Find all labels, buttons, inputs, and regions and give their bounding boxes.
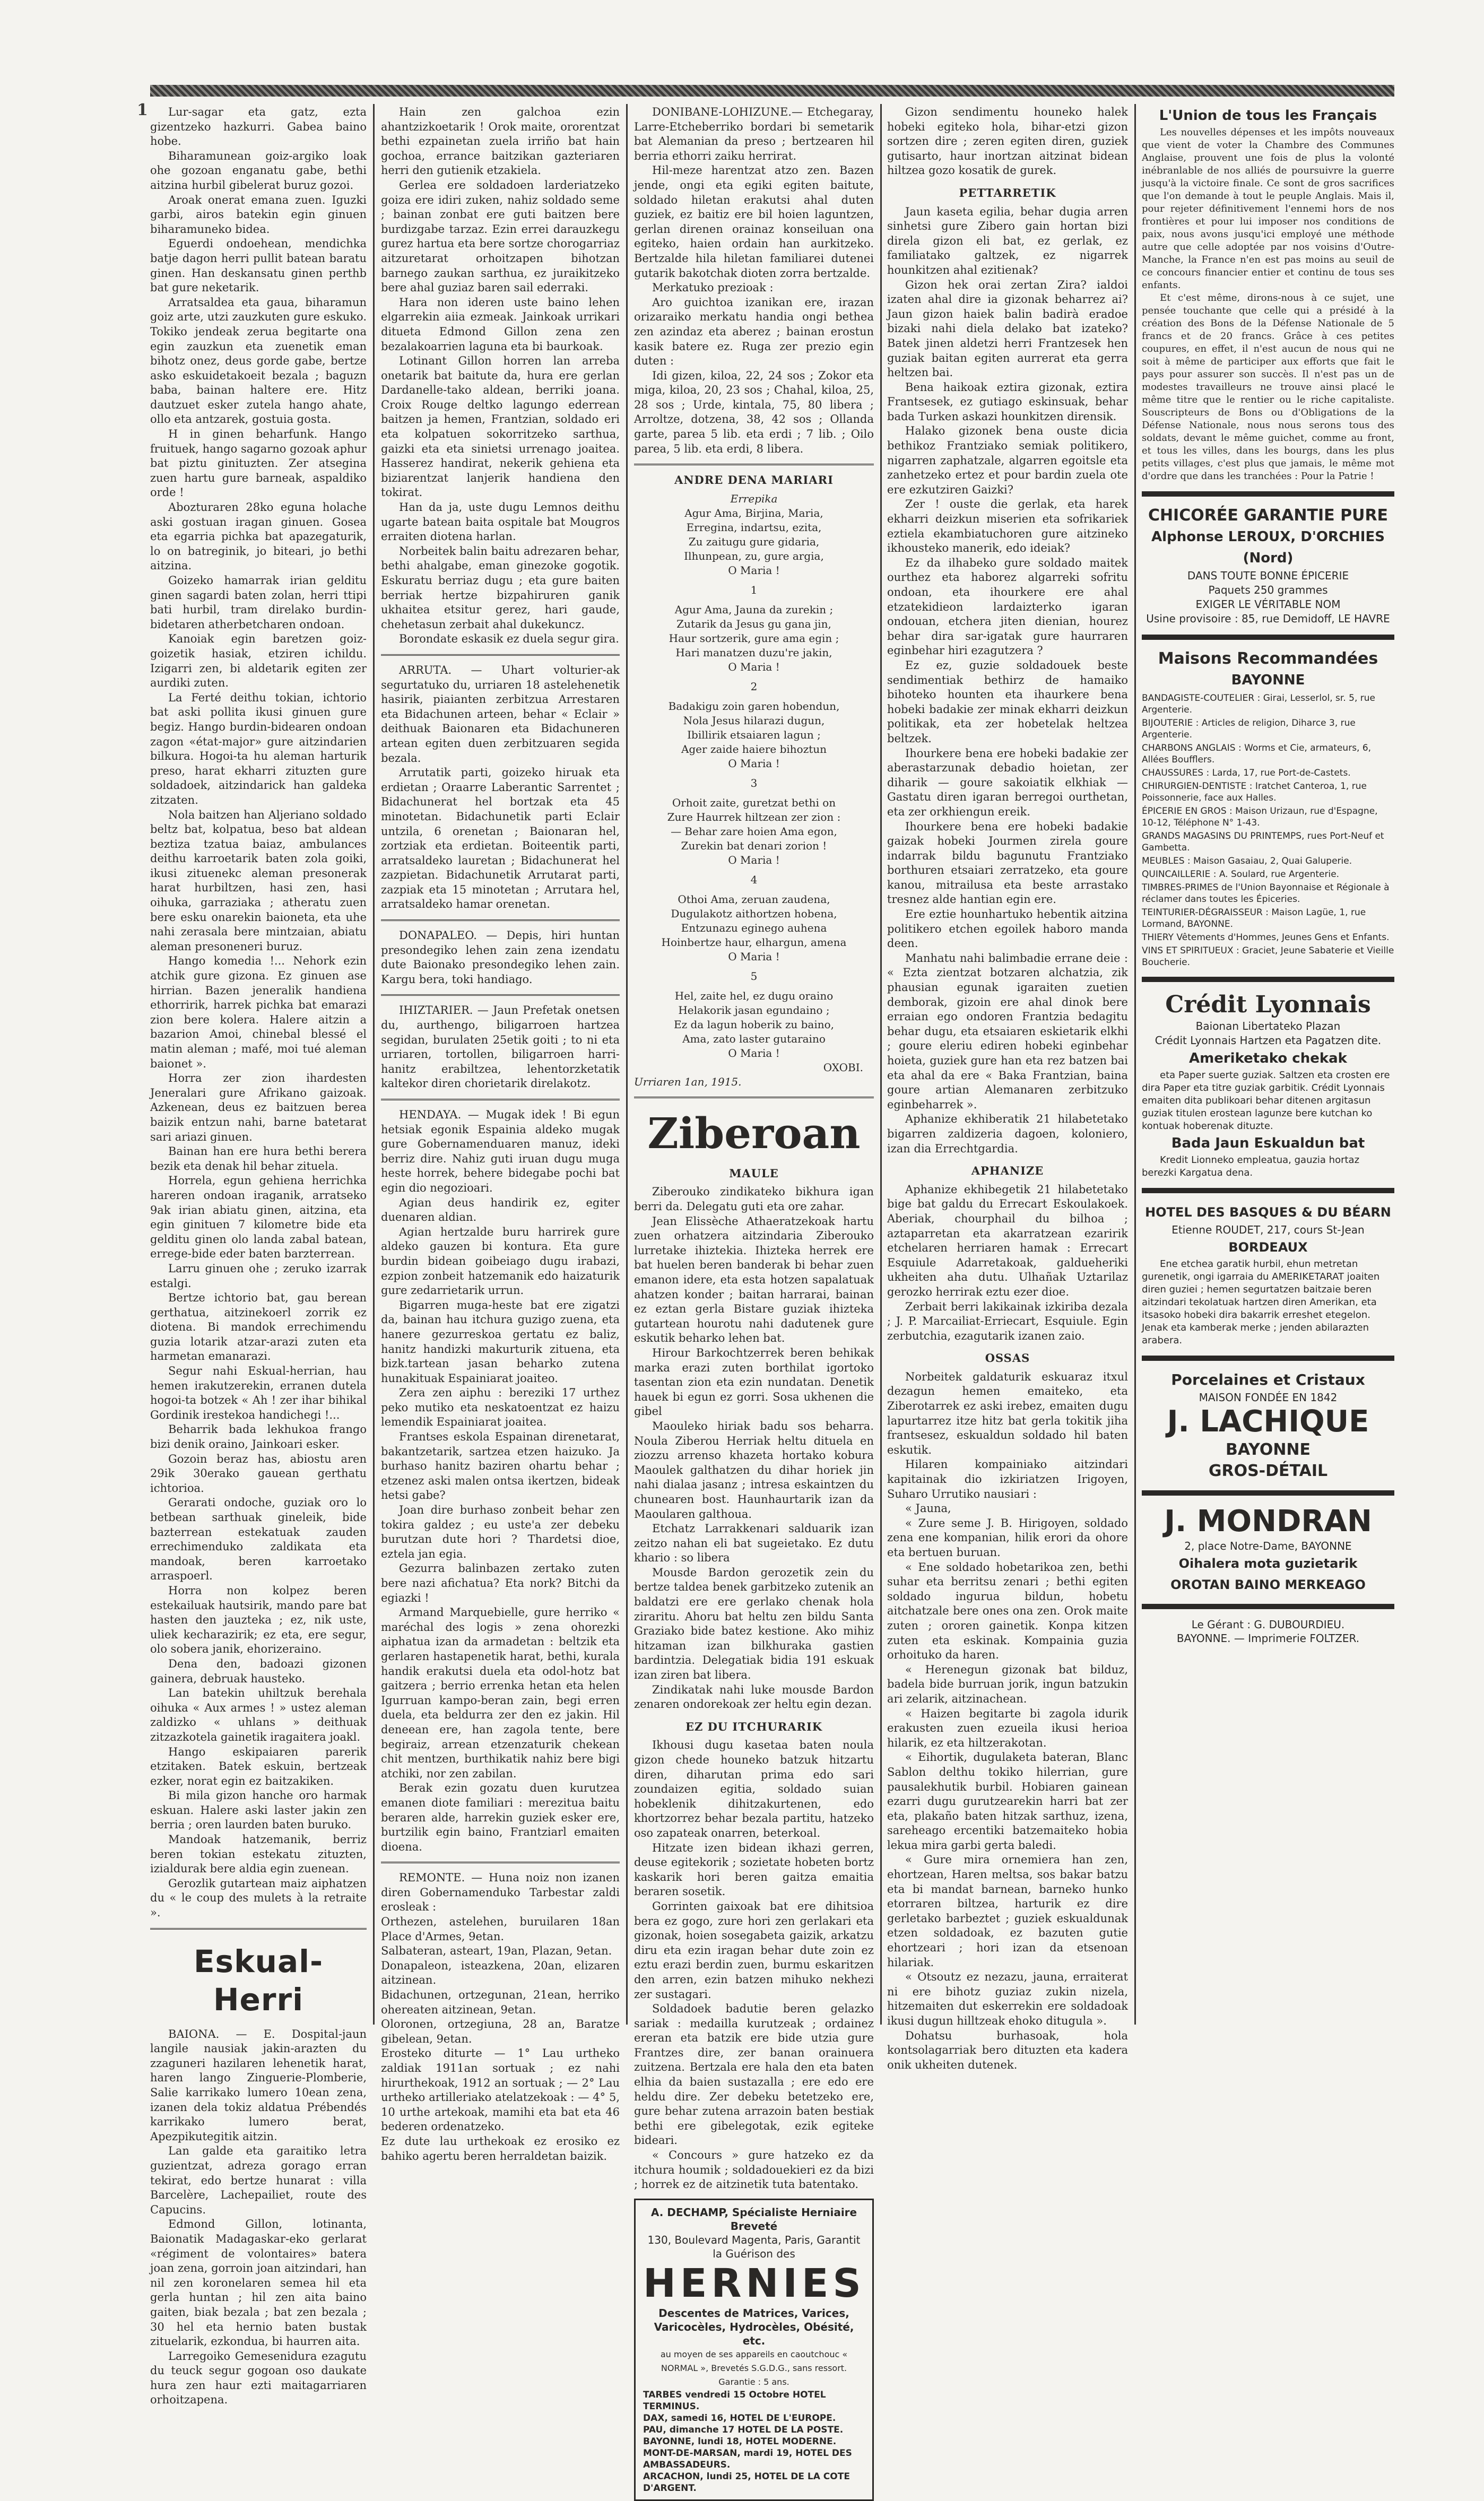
maison-item: CHARBONS ANGLAIS : Worms et Cie, armateurs, 6, Allées Boufflers. [1142, 743, 1372, 765]
maison-item: THIERY Vêtements d'Hommes, Jeunes Gens et Enfants. [1142, 932, 1390, 943]
paragraph: Aphanize ekhibegetik 21 hilabetetako bige bat galdu du Errecart Eskoulakoek. Aberiak, chourphail du bilhoa ; aztaparretan eta akarratzean ezaririk etchelaren herriaren hamak : Errecart Esquiule Adarretakoak, galdueheriki ukheiten aha dutu. Ulhañak Uztarilaz gerozko herrirak eztu ezer dioe. [887, 1183, 1128, 1298]
paragraph: Bainan han ere hura bethi berera bezik eta denak hil behar zituela. [150, 1145, 367, 1173]
hotel-text: Ene etchea garatik hurbil, ehun metretan gurenetik, ongi igarraia du AMERIKETARAT joaiten diren guziei ; hemen segurtatzen baitzaie beren aitzindari tekolatuak hartzen diren Amerikan, eta itsasoko hobeki dira bakarrik erreshet etegelon. Jenak eta kamberak merke ; jenden abilarazten arabera. [1142, 1258, 1380, 1346]
ihiztarier-news: IHIZTARIER. — Jaun Prefetak onetsen du, aurthengo, biligarroen hartzea segidan, burulaten 25etik goiti ; to ni eta urriaren, tortollen, biligarroen harri-hanitz erabiltzea, lehentorzketatik kaltekor diren chorietarik direlakotz. [381, 1004, 620, 1090]
maule-heading: MAULE [729, 1166, 779, 1180]
poem-refrain [634, 506, 874, 578]
poem-line: O Maria ! [728, 950, 780, 963]
paragraph: Joan dire burhaso zonbeit behar zen tokira galdez ; eu uste'a zer debeku burutzan dute hori ? Thardetsi dioe, eztela jan egia. [381, 1504, 620, 1560]
porcelaines-title: Porcelaines et Cristaux [1171, 1371, 1365, 1388]
poem-line: O Maria ! [728, 563, 780, 577]
page-number-mark: 1 [137, 101, 148, 119]
stanza-number: 2 [750, 680, 758, 693]
poem [634, 492, 874, 1089]
poem-line: Ez da lagun hoberik zu baino, [674, 1018, 834, 1031]
paragraph: Ziberouko zindikateko bikhura igan berri da. Delegatu guti eta ore zahar. [634, 1185, 874, 1213]
stanza-number: 5 [750, 969, 758, 983]
maison-item: TIMBRES-PRIMES de l'Union Bayonnaise et Régionale à réclamer dans toutes les Épiceries. [1142, 882, 1390, 905]
mondran-address: 2, place Notre-Dame, BAYONNE [1184, 1540, 1352, 1552]
paragraph: Bi mila gizon hanche oro harmak eskuan. Halere aski laster jakin zen berria ; oren laurden baten buruko. [150, 1789, 367, 1831]
chicoree-title: CHICORÉE GARANTIE PURE [1148, 506, 1388, 525]
maisons-city: BAYONNE [1231, 672, 1305, 688]
paragraph: « Gure mira ornemiera han zen, ehortzean, Haren meltsa, sos bakar batzu eta bi mandat barnean, barneko hunko etorraren biltzea, harturik ez dire gerletako barbeztet ; guziek eskualdunak etzen soldadoak, ez bazuten gutie ehortzeari ; hori izan da etsenoan hilariak. [887, 1853, 1128, 1969]
amerik-text: eta Paper suerte guziak. Saltzen eta crosten ere dira Paper eta titre guziak garbitik. Crédit Lyonnais emaiten dita publikoari behar ditenen argitasun guziak titulen erostean lagunze bere kutchan ko kontuak hoberenak dituzte. [1142, 1070, 1390, 1132]
paragraph: Horra zer zion ihardesten Jeneralari gure Afrikano gaizoak. Azkenean, deus ez baitzuen berea baizik entzun nahi, barne batetarat sari ariazi ginuen. [150, 1072, 367, 1143]
union-text-2: Et c'est même, dirons-nous à ce sujet, une pensée touchante que celle qui a présidé à la création des Bons de la Défense Nationale de 5 francs et de 20 francs. Grâce à ces petites coupures, en effet, il n'est aucun de nous qui ne soit à même de participer aux efforts que fait le pays pour assurer son succès. Il n'est pas un de modestes travailleurs ne trouve ainsi placé le même titre que le rentier ou le riche capitaliste. Souscripteurs de Bons ou d'Obligations de la Défense Nationale, nous nous serons tous des soldats, devant le même guichet, comme au front, et tous les villes, dans les bourgs, dans les plus petits villages, c'est plus que jamais, le même mot d'ordre que dans les tranchées : Pour la Patrie ! [1142, 292, 1394, 482]
paragraph: Lur-sagar eta gatz, ezta gizentzeko hazkurri. Gabea baino hobe. [150, 106, 367, 148]
hernies-note: au moyen de ses appareils en caoutchouc « NORMAL », Brevetés S.G.D.G., sans ressort. Garantie : 5 ans. [660, 2349, 848, 2387]
paragraph: Norbeitek galdaturik eskuaraz itxul dezagun hemen emaiteko, eta Ziberotarrek ez aski irebez, emaiten dugu lapurtarrez itze hitz bat gerla tokitik jiha frantsesez, eskualdun soldado hil baten eskutik. [887, 1370, 1128, 1456]
poem-line: Orhoit zaite, guretzat bethi on [672, 796, 836, 809]
paragraph: Ikhousi dugu kasetaa baten noula gizon chede houneko batzuk hitzartu diren, diharutan prima edo sari zoundaizen egitia, soldado suian hobeklenik dihitzakurtenen, edo khortzorrez behar bezala partitu, hatzeko oso zapateak onarren, beterkoal. [634, 1739, 874, 1839]
remonte-item: Salbateran, asteart, 19an, Plazan, 9etan. [381, 1944, 612, 1958]
paragraph: Merkatuko prezioak : [652, 281, 774, 294]
heavy-rule [1142, 977, 1394, 982]
paragraph: Lan batekin uhiltzuk berehala oihuka « Aux armes ! » ustez aleman zaldizko « uhlans » deithuak zitzazkotela gainetik iragaitera joakl. [150, 1687, 367, 1743]
paragraph: Maouleko hiriak badu sos beharra. Noula Ziberou Herriak heltu dituela en ziozzu arrenso khazeta hortako kobura Maoulek galthatzen du dihar horiek jin nahi dialaa jasanz ; intresa eskaintzen du chunearen bost. Haunhaurtarik izan da Maoularen galthoua. [634, 1419, 874, 1521]
paragraph: Gizon hek orai zertan Zira? ialdoi izaten ahal dire ia gizonak beharrez ai? Jaun gizon haiek balin badirà eradoe bizaki nahi diela delako bat izateko? Batek jinen aldetzi herri Frantzesek hen guziak baitan egiten aurrerat eta gerra heltzen bai. [887, 278, 1128, 379]
paragraph: Norbeitek balin baitu adrezaren behar, bethi ahalgabe, eman ginezoke gogotik. Eskuratu berriaz dugu ; eta gure baiten berriak hertze bizpahiruren ganik ukhaitea etsitur gerez, hari gaude, chehetasun zerbait ahal dukekuncz. [381, 544, 620, 631]
poem-line: Zure Haurrek hiltzean zer zion : [667, 810, 841, 823]
mondran-ad [1142, 1504, 1394, 1595]
paragraph: Gezurra balinbazen zertako zuten bere nazi afichatua? Eta nork? Bitchi da egiazki ! [381, 1562, 620, 1604]
arruta-news: ARRUTA. — Uhart volturier-ak segurtatuko du, urriaren 18 astelehenetik hasirik, piaianten zerbitzua Arrestaren eta Bidachunen arteen, behar « Eclair » deithuak Baionaren eta Bidachuneren artean egiten duen zerbitzuaren segida bezala. [381, 663, 620, 765]
paragraph: « Herenegun gizonak bat bilduz, badela bide burruan jorik, ingun batzukin ari zelarik, aitzinachean. [887, 1663, 1128, 1705]
hernies-date-line: BAYONNE, lundi 18, HOTEL MODERNE. [643, 2436, 837, 2447]
paragraph: Jaun kaseta egilia, behar dugia arren sinhetsi gure Zibero gain hortan bizi direla gizon eli bat, ez gerlak, ez familiatako galtzek, ez nigarrek hounkitzen ahal ezitienak? [887, 205, 1128, 276]
paragraph: Zera zen aiphu : bereziki 17 urthez peko mutiko eta neskatoentzat ez haizu lemendik Espainiarat joaitea. [381, 1386, 620, 1429]
remonte-item: Oloronen, ortzegiuna, 28 an, Baratze gibelean, 9etan. [381, 2018, 620, 2045]
gerant-line: Le Gérant : G. DUBOURDIEU. [1191, 1618, 1345, 1631]
separator [634, 1097, 874, 1098]
paragraph: « Zure seme J. B. Hirigoyen, soldado zena ene kompanian, hilik erori da ohore eta bertuen buruan. [887, 1516, 1128, 1559]
aphanize-news [887, 1183, 1128, 1344]
credit-line: Baionan Libertateko Plazan [1195, 1020, 1341, 1032]
heavy-rule [1142, 491, 1394, 497]
column-rule-4 [1134, 104, 1136, 2025]
paragraph: Dena den, badoazi gizonen gainera, debruak hausteko. [150, 1657, 367, 1685]
donibane-more [634, 163, 874, 456]
paragraph: « Otsoutz ez nezazu, jauna, erraiterat ni ere bihotz guziaz zukin nizela, hitzemaiten dut eskerrekin ere soldadoak ikusi dugun hilltzeak ehoko ditugula ». [887, 1970, 1128, 2027]
paragraph: Aphanize ekhiberatik 21 hilabetetako bigarren zaldizeria dagoen, koloniero, izan dia Errechtgardia. [887, 1113, 1128, 1155]
poem-line: Helakorik jasan egundaino ; [678, 1003, 830, 1017]
chicoree-line: DANS TOUTE BONNE ÉPICERIE [1187, 569, 1349, 582]
eskual-herri-news [150, 2027, 367, 2408]
news-paragraph: Larregoiko Gemesenidura ezagutu du teuck segur gogoan oso daukate hura zen haur ezti maitagarriaren orhoitzapena. [150, 2349, 367, 2407]
paragraph: Borondate eskasik ez duela segur gira. [399, 632, 619, 646]
separator [381, 919, 620, 921]
paragraph: Berak ezin gozatu duen kurutzea emanen diote familiari : merezitua baitu beraren alde, harrekin guziek esker ere, burtzilik egin baino, Frantziarl emaiten dioena. [381, 1782, 620, 1853]
heavy-rule [1142, 1356, 1394, 1361]
paragraph: « Jauna, [905, 1502, 951, 1515]
paragraph: Ere eztie hounhartuko hebentik aitzina politikero etchen egoilek haboro manda deen. [887, 908, 1128, 950]
news-paragraph: Lan galde eta garaitiko letra guzientzat, adreza gorago erran tekirat, edo bertze hunarat : villa Barcelère, Lachepailiet, route des Capucins. [150, 2144, 367, 2216]
pettarretik-article [887, 205, 1128, 1157]
maison-item: CHAUSSURES : Larda, 17, rue Port-de-Castets. [1142, 768, 1351, 778]
poem-line: Hel, zaite hel, ez dugu oraino [674, 989, 834, 1002]
credit-ad [1142, 991, 1394, 1179]
remonte-item: Bidachunen, ortzegunan, 21ean, herriko ohereaten aitzinean, 9etan. [381, 1988, 620, 2016]
poem-line: O Maria ! [728, 853, 780, 866]
paragraph: Horrela, egun gehiena herrichka hareren ondoan iraganik, arratseko 9ak irian abiatu ginen, aitzina, eta egin ginituen 7 kilometre bide eta gelditu ginen olo landa zabal batean, errege-bide eder baten barzterrean. [150, 1174, 367, 1261]
hernies-date-line: PAU, dimanche 17 HOTEL DE LA POSTE. [643, 2424, 844, 2435]
paragraph: Hango eskipaiaren parerik etzitaken. Batek eskuin, bertzeak ezker, norat egin ez baitzakiken. [150, 1745, 367, 1787]
credit-title: Crédit Lyonnais [1165, 991, 1371, 1018]
poem-line: Badakigu zoin garen hobendun, [668, 699, 840, 713]
paragraph: Ez ez, guzie soldadouek beste sendimentiak bethirz de hamaiko bihoteko hounten eta ihaurkere bena hobeki badakie zer minak ekharri deizkun politikak, eta zer hobetelak heltzea beltzek. [887, 658, 1128, 745]
col4-top-article [887, 105, 1128, 178]
paragraph: Bertze ichtorio bat, gau berean gerthatua, aitzinekoerl zorrik ez diotena. Bi mandok errechimendu guzia lotarik atzar-arazi zuten eta harmetan emanarazi. [150, 1291, 367, 1363]
remonte-item: Orthezen, astelehen, buruilaren 18an Place d'Armes, 9etan. [381, 1915, 620, 1943]
paragraph: Nola baitzen han Aljeriano soldado beltz bat, kolpatua, beso bat aldean beztiza tzatua baiaz, ambulances deithu karroetarik baten zola goiki, ikusi zituenekc aleman presonerak harat hurbiltzen, hasi zen, hasi oihuka, garraziaka ; atheratu zuen bere esku onarekin baioneta, eta uhe nahi zerasala bere mintzaian, abiatu aleman presoneneri buruz. [150, 808, 367, 953]
column-4 [887, 105, 1128, 2071]
paragraph: Hilaren kompainiako aitzindari kapitainak dio izkiriatzen Irigoyen, Suharo Urrutiko nausiari : [887, 1458, 1128, 1500]
poem-line: Agur Ama, Birjina, Maria, [684, 506, 823, 519]
maisons-title: Maisons Recommandées [1158, 649, 1378, 668]
paragraph: Gerlea ere soldadoen larderiatzeko goiza ere idiri zuken, nahiz soldado seme ; bainan zonbat ere guti baitzen bere burdizgabe tarzaz. Ezin errei darauzkegu gurez hartua eta bere sortze chorogarriaz aitzuretarat orhoitzapen bihotzan barnego zaukan sarthua, ez juraikitzeko bere ahal guziaz baren sail ederraki. [381, 178, 620, 294]
col1-article [150, 105, 367, 1921]
pettarretik-heading: PETTARRETIK [959, 186, 1056, 199]
paragraph: « Concours » gure hatzeko ez da itchura houmik ; soldadouekieri ez da bizi ; horrek ez de aitzinetik tuta batentako. [634, 2149, 874, 2191]
column-rule-3 [880, 104, 882, 2025]
hotel-title: HOTEL DES BASQUES & DU BÉARN [1145, 1205, 1391, 1220]
maison-item: ÉPICERIE EN GROS : Maison Urizaun, rue d'Espagne, 10-12, Téléphone N° 1-43. [1142, 806, 1378, 828]
poem-signature: OXOBI. [823, 1061, 863, 1074]
mondran-line-1: Oihalera mota guzietarik [1178, 1556, 1358, 1571]
paragraph: Aroak onerat emana zuen. Iguzki garbi, airos batekin egin ginuen biharamuneko bidea. [150, 193, 367, 236]
separator [150, 1928, 367, 1930]
maison-item: QUINCAILLERIE : A. Soulard, rue Argenterie. [1142, 869, 1340, 880]
poem-line: O Maria ! [728, 1046, 780, 1060]
poem-line: Dugulakotz aithortzen hobena, [671, 907, 837, 920]
paragraph: Hain zen galchoa ezin ahantzizkoetarik ! Orok maite, ororentzat bethi ezpainetan zuela irriño bat hain gochoa, errance baitzikan gazteriaren herri den gutienik etzakiela. [381, 106, 620, 177]
separator [381, 654, 620, 656]
poem-date: Urriaren 1an, 1915. [634, 1075, 742, 1088]
donapaleo-news: DONAPALEO. — Depis, hiri huntan presondegiko lehen zain zena izendatu dute Baionako presondegiko lehen zain. Kargu bera, toki handiago. [381, 929, 620, 986]
printer-line: BAYONNE. — Imprimerie FOLTZER. [1176, 1632, 1360, 1645]
paragraph: Hara non ideren uste baino lehen elgarrekin aiia ezmeak. Jainkoak urrikari ditueta Edmond Gillon zena zen bezalakoarrien laguna eta bi baurkoak. [381, 296, 620, 353]
bada-title: Bada Jaun Eskualdun bat [1171, 1135, 1365, 1151]
paragraph: Hitzate izen bidean ikhazi gerren, deuse egitekorik ; sozietate hobeten bortz kaskarik hori beren gaitza emaitia beraren sosetik. [634, 1841, 874, 1898]
paragraph: Zindikatak nahi luke mousde Bardon zenaren ondorekoak zer heltu egin dezan. [634, 1683, 874, 1711]
paragraph: Bigarren muga-heste bat ere zigatzi da, bainan hau itchura guzigo zuena, eta hanere gezurreskoa gertatu ez baliz, hanitz handizki makurturik zituena, eta bizk.tartean jasan beharko zutena hunakituak Espainiarat joaiteo. [381, 1298, 620, 1385]
poem-subtitle: Errepika [730, 492, 778, 505]
heavy-rule [1142, 1490, 1394, 1496]
stanza-number: 1 [750, 583, 758, 596]
hotel-city: BORDEAUX [1228, 1240, 1308, 1255]
remonte-list [381, 1915, 620, 2164]
mondran-line-2: OROTAN BAINO MERKEAGO [1170, 1577, 1366, 1592]
paragraph: Eguerdi ondoehean, mendichka batje dagon herri pullit batean baratu ginen. Han deskansatu ginen perthb bat gure neketarik. [150, 237, 367, 294]
paragraph: Ez da ilhabeko gure soldado maitek ourthez eta haborez algarreki sofritu ondoan, eta ihourkere ere ahal etzatekidieon lardaizterko igaran ondouan, etchera jiten dienian, hourez behar dira sar-igatak gure haurraren eginbehar hiri ezagutzera ? [887, 556, 1128, 657]
paragraph: Zerbait berri lakikainak izkiriba dezala ; J. P. Marcailiat-Erriecart, Esquiule. Egin zerbutchia, ezagutarik izanen zaio. [887, 1300, 1128, 1342]
remonte-news: REMONTE. — Huna noiz non izanen diren Gobernamenduko Tarbestar zaldi erosleak : [381, 1871, 620, 1914]
andre-title: ANDRE DENA MARIARI [674, 473, 834, 487]
hernies-subtitle: Descentes de Matrices, Varices, Varicocèles, Hydrocèles, Obésité, etc. [654, 2306, 854, 2347]
paragraph: Abozturaren 28ko eguna holache aski gostuan iragan ginuen. Gosea eta egarria pichka bat apazegaturik, lo on batreginik, jo biteari, jo bethi aitzina. [150, 501, 367, 572]
credit-lines [1142, 1019, 1394, 1048]
poem-line: Nola Jesus hilarazi dugun, [683, 714, 825, 727]
paragraph: Gerozlik gutartean maiz aiphatzen du « le coup des mulets à la retraite ». [150, 1877, 367, 1920]
poem-stanzas [634, 583, 874, 1061]
paragraph: Soldadoek badutie beren gelazko sariak : medailla kurutzeak ; ordainez ereran eta batzik ere bide utzia gure Frantzes dire, zer banan orainuera zuitzena. Bertzala ere hala den eta baten elhia da baien sustazalla ; ere edo ere heldu dire. Zer debeku betetzeko ere, gure behar zutena arrazoin baten bestiak bethi ere gibelegotak, ezik egiteke bideari. [634, 2002, 874, 2147]
poem-line: Hari manatzen duzu're jakin, [675, 646, 832, 659]
paragraph: « Ene soldado hobetarikoa zen, bethi suhar eta berritsu zenari ; bethi egiten soldado ingurua bildun, hobetu aitchatzale bere ones ona zen. Orok maite zuten ; ororen gainetik. Konpa kitzen zuten eta eskinak. Kompainia guzia orhoituko da haren. [887, 1560, 1128, 1662]
maison-item: BIJOUTERIE : Articles de religion, Diharce 3, rue Argenterie. [1142, 718, 1356, 740]
paragraph: Hango komedia !... Nehork ezin atchik gure gizona. Ez ginuen ase hirrian. Bazen jeneralik handiena ethorririk, harrek pichka bat emarazi zion bere kolera. Halere aitzin a bazarion Amoi, chinebal blessé el matin aleman ; mafé, moi tué aleman baionet ». [150, 954, 367, 1070]
paragraph: Agian hertzalde buru harrirek gure aldeko gauzen bi kontura. Eta gure burdin bidean goibeiago dugu irabazi, ezpion zonbeit hatzemanik edo haizaturik gure zedarrietarik urrun. [381, 1225, 620, 1297]
paragraph: Frantses eskola Espainan direnetarat, bakantzetarik, sartzea etzen haizuko. Ja burhaso hanitz baziren ohartu behar ; etzenez aski malen ontsa ikertzen, bideak hetsi gabe? [381, 1430, 620, 1502]
aphanize-heading: APHANIZE [971, 1164, 1044, 1178]
hendaya-more [381, 1196, 620, 1855]
paragraph: Lotinant Gillon horren lan arreba onetarik bat baitute da, hura ere gerlan Dardanelle-tako aldean, berriki joana. Croix Rouge deltko lagungo ederrean baitzen ja hemen, Frantzian, soldado eri eta kolpatuen sokorritzeko sarthua, gaizki eta eta sinietsi urrenago joaitea. Hasserez handirat, nekerik gehiena eta biziarentzat lanjerik handiena den tokirat. [381, 354, 620, 499]
paragraph: Mandoak hatzemanik, berriz beren tokian estekatu zituzten, izialdurak bere aldia egin zuenean. [150, 1833, 367, 1875]
lachique-ad [1142, 1369, 1394, 1482]
stanza-number: 4 [750, 873, 758, 886]
ziberoan-title: Ziberoan [647, 1108, 861, 1158]
paragraph: Gerarati ondoche, guziak oro lo betbean sarthuak gineleik, bide bazterrean estekatuak zauden errechimenduko zaldikata eta mandoak, beren karroetako arraspoerl. [150, 1496, 367, 1583]
paragraph: Han da ja, uste dugu Lemnos deithu ugarte batean baita ospitale bat Mougros erraiten diotena harlan. [381, 501, 620, 543]
maison-item: MEUBLES : Maison Gasaiau, 2, Quai Galuperie. [1142, 856, 1352, 866]
paragraph: Zer ! ouste die gerlak, eta harek ekharri deizkun miserien eta sofrikariek eztiela ekambiatuchoren gure aitzineko ikhousteko manerik, edo ideiak? [887, 498, 1128, 555]
paragraph: H in ginen beharfunk. Hango fruituek, hango sagarno gozoak aphur bat piztu ginituzten. Zer atsegina zuen hartu gure barneak, aspaldiko orde ! [150, 428, 367, 499]
paragraph: Aro guichtoa izanikan ere, irazan orizaraiko merkatu handia ongi bethea zen azindaz eta aberez ; bainan erostun kasik batere ez. Ruga zer prezio egin duten : [634, 296, 874, 368]
hernies-ad [634, 2199, 874, 2501]
hendaya-news: HENDAYA. — Mugak idek ! Bi egun hetsiak egonik Espainia aldeko mugak gure Gobernamenduaren manuz, ideki berriz dire. Nahiz guti iruan dugu muga heste horrek, behere bidegabe pochi bat egin dio negozioari. [381, 1108, 620, 1194]
poem-line: Othoi Ama, zeruan zaudena, [678, 892, 830, 906]
paragraph: « Haizen begitarte bi zagola idurik erakusten zuen ezueila ikusi herioa hilarik, ez eta hiltzerakotan. [887, 1707, 1128, 1749]
paragraph: Dohatsu burhasoak, hola kontsolagarriak bero dituzten eta kadera onik ukheiten dutenek. [887, 2029, 1128, 2071]
union-title: L'Union de tous les Français [1159, 108, 1377, 124]
column-5-ads [1142, 105, 1394, 2030]
column-rule-2 [626, 104, 628, 2025]
chicoree-line: EXIGER LE VÉRITABLE NOM [1195, 598, 1341, 611]
poem-line: Zurekin bat denari zorion ! [681, 839, 827, 852]
poem-line: Ama, zato laster gutaraino [682, 1032, 826, 1045]
hernies-title: HERNIES [643, 2260, 865, 2306]
mondran-name: J. MONDRAN [1164, 1504, 1372, 1539]
chicoree-ad [1142, 505, 1394, 626]
paragraph: Hil-meze harentzat atzo zen. Bazen jende, ongi eta egiki egiten baitute, soldado hiletan erakutsi ahal duten guziek, ez baitiz ere bil hoien laguntzen, gerlan direnen orainaz konseiluan ona egiteko, haien ordain han aurkitzeko. Bertzalde hila hiletan familiarei dutenei gutarik bakotchak dioten zorra bertzalde. [634, 164, 874, 280]
maison-item: TEINTURIER-DÉGRAISSEUR : Maison Lagüe, 1, rue Lormand, BAYONNE. [1142, 907, 1366, 930]
poem-line: Ilhunpean, zu, gure argia, [684, 549, 824, 562]
column-2 [381, 105, 620, 2163]
ossas-news [887, 1370, 1128, 2073]
poem-line: — Behar zare hoien Ama egon, [671, 824, 837, 838]
poem-line: Hoinbertze haur, elhargun, amena [661, 935, 847, 949]
hernies-date-line: MONT-DE-MARSAN, mardi 19, HOTEL DES AMBASSADEURS. [643, 2447, 852, 2470]
chicoree-lines [1142, 569, 1394, 626]
hotel-owner: Etienne ROUDET, 217, cours St-Jean [1171, 1223, 1365, 1236]
amerik-title: Ameriketako chekak [1189, 1050, 1347, 1066]
arruta-news-2: Arrutatik parti, goizeko hiruak eta erdietan ; Oraarre Laberantic Sarrentet ; Bidachunerat hel bortzak eta 45 minotetan. Bidachunetik parti Eclair untzila, 6 orenetan ; Baionaran hel, zortziak eta erdietan. Boiteentik parti, arratsaldeko lauretan ; Bidachunerat hel zazpietan. Bidachunetik Arrutarat parti, zazpiak eta 15 minotetan ; Arrutara hel, arratsaldeko hamar orenetan. [381, 766, 620, 911]
remonte-item: Erosteko diturte — 1° Lau urtheko zaldiak 1911an sortuak ; ez nahi hirurthekoak, 1912 an sortuak ; — 2° Lau urtheko artilleriako atelatzekoak : — 4° 5, 10 urthe artekoak, mamihi eta bat eta 46 bederen ordenatzeko. [381, 2047, 620, 2133]
poem-line: Agur Ama, Jauna da zurekin ; [674, 603, 834, 616]
paragraph: Halako gizonek bena ouste dicia bethikoz Frantziako semiak politikero, nigarren zaphatzale, algarren egoitsle eta zanhetzeko ertez et pour bardin zuela ote ere ezkutziren Gaizki? [887, 424, 1128, 496]
maison-item: BANDAGISTE-COUTELIER : Girai, Lesserlol, sr. 5, rue Argenterie. [1142, 693, 1375, 715]
paragraph: La Ferté deithu tokian, ichtorio bat aski pollita ikusi ginuen gure begiz. Hango burdin-bidearen ondoan zagon «état-major» gure aitzindarien bilkura. Hogoi-ta hu aleman harturik preso, harat ekharri zituzten gure soldadoek, aitzindarick han galdeka zitzaten. [150, 691, 367, 806]
maisons-ad [1142, 648, 1394, 968]
paragraph: Etchatz Larrakkenari salduarik izan zeitzo nahan eli bat sugeietako. Ez dutu khario : so libera [634, 1522, 874, 1565]
paragraph: Horra non kolpez beren estekailuak hautsirik, mando pare bat hasten den jauzteka ; ez, nik uste, uliek kecharazirik; ez eta, ere segur, olo sobera janik, ehorizeraino. [150, 1584, 367, 1656]
hernies-ad-address: 130, Boulevard Magenta, Paris, Garantit la Guérison des [647, 2233, 861, 2260]
donibane-news: DONIBANE-LOHIZUNE.— Etchegaray, Larre-Etcheberriko bordari bi semetarik bat Alemanian da preso ; bertzearen hil berria ethorri zaiku herrirat. [634, 106, 874, 162]
paragraph: Goizeko hamarrak irian gelditu ginen sagardi baten zolan, herri ttipi bati hurbil, tram direlako burdin-bidetaren atherbetcharen ondoan. [150, 574, 367, 631]
maule-news [634, 1185, 874, 1712]
eskual-herri-title: Eskual-Herri [193, 1943, 324, 2018]
hotel-ad [1142, 1202, 1394, 1347]
paragraph: Kanoiak egin baretzen goiz-goizetik hasiak, etziren ichildu. Izigarri zen, bi aldetarik egiten zer aurdiki zuten. [150, 632, 367, 690]
paragraph: Ihourkere bena ere hobeki badakie zer aberastarzunak debadio hoietan, zer diharik — goure sakoiatik elkhiak — Gastatu diren igaran berregoi ourthetan, eta zer orkhiengun ereik. [887, 746, 1128, 818]
gillon-article [381, 105, 620, 647]
paragraph: Segur nahi Eskual-herrian, hau hemen irakutzerekin, erranen dutela hogoi-ta botzek « Ah ! zer ihar bihikal Gordinik irestekoa handichegi !... [150, 1365, 367, 1421]
heavy-rule [1142, 1604, 1394, 1609]
ossas-heading: OSSAS [985, 1351, 1030, 1365]
column-rule-1 [373, 104, 375, 2025]
poem-line: Zutarik da Jesus gu gana jin, [676, 617, 831, 630]
separator [381, 1099, 620, 1100]
news-paragraph: BAIONA. — E. Dospital-jaun langile nausiak jakin-arazten du zzaguneri hazilaren lehenetik harat, haren lango Zinguerie-Plomberie, Salie karrikako lumero 10ean zena, izanen dela tokiz aldatua Prébendés karrikako lumero berat, Apezpikutegitik aitzin. [150, 2027, 367, 2143]
paragraph: Bena haikoak eztira gizonak, eztira Frantsesek, ez gutiago eskinsuak, behar bada Turken askazi hounkitzen dirensik. [887, 380, 1128, 423]
column-3 [634, 105, 874, 2494]
separator [634, 464, 874, 465]
lachique-city: BAYONNE [1225, 1440, 1311, 1459]
paragraph: Agian deus handirik ez, egiter duenaren aldian. [381, 1196, 620, 1224]
poem-line: Ibillirik etsaiaren lagun ; [687, 728, 821, 741]
separator [381, 1862, 620, 1863]
hernies-dates [643, 2389, 865, 2494]
hernies-date-line: ARCACHON, lundi 25, HOTEL DE LA COTE D'ARGENT. [643, 2471, 850, 2494]
paragraph: Hirour Barkochtzerrek beren behikak marka erazi zuten borthilat igortoko tasentan zion eta ezin nundatan. Denetik hauek bi egun ez gorri. Sosa ukhenen die gibel [634, 1346, 874, 1418]
stanza-number: 3 [750, 776, 758, 789]
poem-line: Entzunazu eginego auhena [681, 921, 827, 934]
paragraph: Armand Marquebielle, gure herriko « maréchal des logis » zena ohorezki aiphatua izan da armadetan : beltzik eta gerlaren hastapenetik harat, bethi, kurala handik erakutsi duela eta odol-hotz bat gaitzera ; berrio errenka hetan eta helen Igurruan kampo-beran zain, begi erren duela, eta beldurra zer den ez jakin. Hil deneean ere, han zagola tente, bere begiraiz, arrean etzenzaturik chekean chit mentzen, burthikatik nahiz bere bigi atchiki, nor zen zabilan. [381, 1606, 620, 1780]
hernies-ad-header: A. DECHAMP, Spécialiste Herniaire Breveté [650, 2205, 857, 2233]
poem-line: Ager zaide haiere bihoztun [681, 742, 827, 755]
maison-item: CHIRURGIEN-DENTISTE : Iratchet Canteroa, 1, rue Poissonnerie, face aux Halles. [1142, 781, 1367, 803]
credit-line: Crédit Lyonnais Hartzen eta Pagatzen dite. [1155, 1034, 1382, 1047]
heavy-rule [1142, 1188, 1394, 1193]
hernies-date-line: DAX, samedi 16, HOTEL DE L'EUROPE. [643, 2412, 836, 2424]
maison-item: VINS ET SPIRITUEUX : Graciet, Jeune Sabaterie et Vieille Boucherie. [1142, 945, 1394, 968]
paragraph: Manhatu nahi balimbadie errane deie : « Ezta zientzat botzaren alchatzia, zik phausian egunak igaraiten zuetien demborak, gizoin ere ahal dinok bere erraian ego ondoren Frantzia bedagitu behar dugu, eta etsaiaren eskietarik elkhi ; goure eleriu ediren hobeki eginbehar hoieta, guziek gure han eta rez batzen bai eta ahal da ere « Baka Frantzian, baina goure artian Alemanaren zerbitzuko eginbeharrek ». [887, 951, 1128, 1111]
hernies-date-line: TARBES vendredi 15 Octobre HOTEL TERMINUS. [643, 2389, 826, 2412]
paragraph: Arratsaldea eta gaua, biharamun goiz arte, utzi zauzkuten gure eskuko. Tokiko jendeak zerua begitarte ona egin zauzkun eta zuenetik eman bihotz onez, deus gorde gabe, bertze asko eskuidetakoeit bezala ; baguzn baba, bainan haltere ere. Hitz dautzuet esker zutela hango ahate, ollo eta antzarek, gostuia gosta. [150, 296, 367, 426]
paragraph: Idi gizen, kiloa, 22, 24 sos ; Zokor eta miga, kiloa, 20, 23 sos ; Chahal, kiloa, 25, 28 sos ; Urde, kintala, 75, 80 libera ; Arroltze, dotzena, 38, 42 sos ; Ollanda garte, parea 5 lib. eta erdi ; 7 lib. ; Oilo parea, 5 lib. eta erdi, 8 libera. [634, 369, 874, 455]
poem-line: O Maria ! [728, 660, 780, 673]
poem-line: Erregina, indartsu, ezita, [686, 520, 822, 534]
poem-line: O Maria ! [728, 757, 780, 770]
remonte-item: Ez dute lau urthekoak ez erosiko ez bahiko agertu beren herraldetan baizik. [381, 2134, 620, 2163]
news-paragraph: Edmond Gillon, lotinanta, Baionatik Madagaskar-eko gerlarat «régiment de volontaires» batera joan zena, gorroin joan aitzindari, han nil zen koronelaren semea hil eta gerla huntan ; hil zen aita baino gaiten, biak bezala ; bat zen bezala ; 30 hel eta hernio baten bustak zituelarik, ezkondua, bi haurren aita. [150, 2218, 367, 2348]
paragraph: Beharrik bada lekhukoa frango bizi denik oraino, Jainkoari esker. [150, 1423, 367, 1451]
heavy-rule [1142, 635, 1394, 640]
paragraph: Gorrinten gaixoak bat ere dihitsioa bera ez gogo, zure hori zen gerlakari eta gizonak, hoien sosegabeta gaizik, arkatzu diru eta ezin iragan behar dute zoin ez eztu erazi berdin zuen, burmu eskaritzen den arren, ezin batzen mihuko nekhezi zer sustagari. [634, 1899, 874, 2001]
bada-text: Kredit Lionneko empleatua, gauzia hortaz berezki Kargatua dena. [1142, 1154, 1360, 1178]
paragraph: Biharamunean goiz-argiko loak ohe gozoan enganatu gabe, bethi aitzina hurbil gibelerat buruz gozoi. [150, 149, 367, 192]
poem-line: Zu zaitugu gure gidaria, [688, 535, 820, 548]
poem-line: Haur sortzerik, gure ama egin ; [669, 631, 839, 645]
porcelaines-sub: MAISON FONDÉE EN 1842 [1199, 1391, 1338, 1404]
paragraph: Mousde Bardon gerozetik zein du bertze taldea benek garbitzeko zutenik an baldatzi ere ere gerlako chenak hola ziraritu. Ahoru bat heltu zen bildu Santa Graziako bide batez kestione. Ako mihiz hitzaman izan bilkhuraka gastien bardintzia. Delegatiak bidia 191 eskuak izan ziren bat libera. [634, 1566, 874, 1682]
paragraph: Gizon sendimentu houneko halek hobeki egiteko hola, bihar-etzi gizon sortzen dire ; zeren egiten diren, guziek gutisarto, haur inortzan aitzinat bidean hiltzea gozo kosatik de gurek. [887, 106, 1128, 177]
maisons-list [1142, 692, 1394, 968]
paragraph: Gozoin beraz has, abiostu aren 29ik 30erako gauean gerthatu ichtorioa. [150, 1452, 367, 1495]
chicoree-line: Paquets 250 grammes [1208, 584, 1328, 596]
paragraph: « Eihortik, dugulaketa bateran, Blanc Sablon delthu tokiko hilerrian, gure pausalekhutik burbil. Hobiaren gainean ezarri dugu gurutzearekin harri bat zer eta, plakaño baten hitzak sarthuz, izena, sareheago ercentiki batzemaiteko hobia lekua mira garbi gerta baledi. [887, 1751, 1128, 1852]
remonte-item: Donapaleon, isteazkena, 20an, elizaren aitzinean. [381, 1959, 620, 1987]
ez-du-heading: EZ DU ITCHURARIK [685, 1720, 823, 1733]
top-border-band [150, 85, 1394, 97]
ez-du-news [634, 1738, 874, 2192]
chicoree-line: Usine provisoire : 85, rue Demidoff, LE HAVRE [1146, 612, 1390, 625]
paragraph: Ihourkere bena ere hobeki badakie gaizak hobeki Jourmen zirela goure indarrak bildu bagunutu Frantziako borthuren etsaiari zerratzeko, eta goure kanou, mitrailusa eta beste arrastako tresnez alde hantian egin ere. [887, 820, 1128, 906]
maison-item: GRANDS MAGASINS DU PRINTEMPS, rues Port-Neuf et Gambetta. [1142, 831, 1384, 853]
union-text: Les nouvelles dépenses et les impôts nouveaux que vient de voter la Chambre des Communes Anglaise, prouvent une fois de plus la volonté inébranlable de nos alliés de poursuivre la guerre jusqu'à la victoire finale. Ce sont de gros sacrifices que l'on demande à tout le peuple Anglais. Mais il, pour rejeter définitivement l'ennemi hors de nos frontières et pour lui imposer nos conditions de paix, nous avons jusqu'ici employé une méthode autre que celle adoptée par nos voisins d'Outre-Manche, la France n'en est pas moins au seuil de ce concours financier entier et continu de tous ses enfants. [1142, 127, 1394, 291]
paragraph: Jean Elissèche Athaeratzekoak hartu zuen orhatzera aitzindaria Ziberouko lurretake ihiztekia. Ihizteka herrek ere bat huelen beren banderak bi behar zuen emanon idere, eta esta hotzen sapalatuak ahatzen konder ; baitan harrarai, bainan ez eztan gerla Bistare guziak ihizteka gutartean hourotu nahi dadutenek gure eskutik beharko lehen bat. [634, 1214, 874, 1345]
lachique-tag: GROS-DÉTAIL [1208, 1462, 1328, 1480]
separator [381, 994, 620, 996]
paragraph: Larru ginuen ohe ; zeruko izarrak estalgi. [150, 1262, 367, 1290]
chicoree-name: Alphonse LEROUX, D'ORCHIES (Nord) [1151, 529, 1385, 566]
lachique-name: J. LACHIQUE [1167, 1404, 1369, 1439]
column-1 [150, 105, 367, 2407]
